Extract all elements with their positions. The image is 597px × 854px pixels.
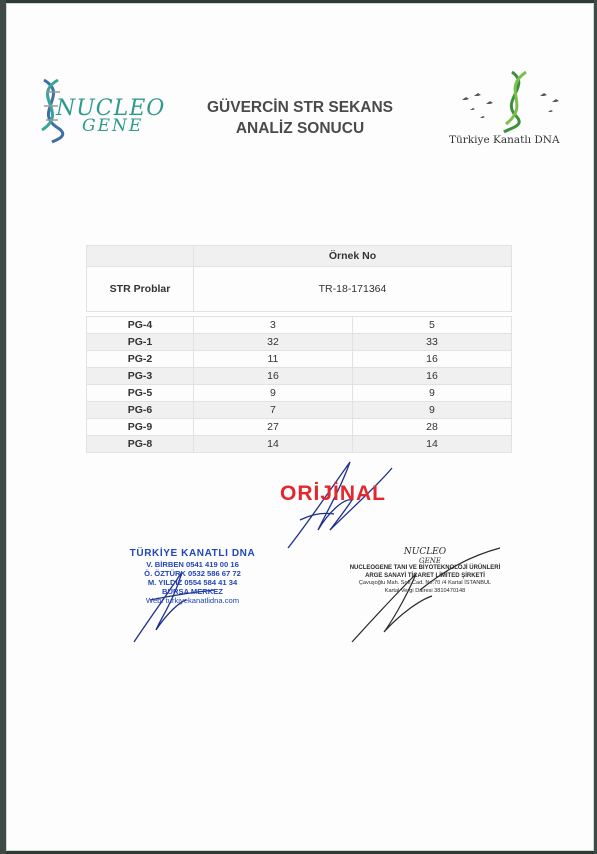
probe-name: PG-2: [87, 351, 194, 368]
stamp-tax-office: Kartal Vergi Dairesi 3810470148: [384, 587, 466, 594]
allele-b: 33: [352, 334, 511, 351]
stamp-branch: BURSA MERKEZ: [162, 587, 223, 596]
allele-b: 14: [352, 436, 511, 453]
stamp-logo-nucleo: NUCLEO: [403, 547, 447, 557]
stamp-logo-gene: GENE: [419, 557, 441, 565]
table-row: [87, 351, 512, 368]
sample-header: Örnek No: [194, 246, 512, 267]
table-row: [87, 419, 512, 436]
allele-a: 27: [194, 419, 353, 436]
allele-a: 16: [194, 368, 353, 385]
probe-name: PG-8: [87, 436, 194, 453]
allele-a: 11: [194, 351, 353, 368]
original-stamp: ORİJİNAL: [280, 482, 387, 505]
allele-b: 16: [352, 351, 511, 368]
document-title: [190, 97, 410, 139]
stamp-address: Çavuşoğlu Mah. Sofi Cad. No:70 /4 Kartal İSTANBUL: [358, 580, 492, 586]
probe-name: PG-5: [87, 385, 194, 402]
stamp-company-line-1: NUCLEOGENE TANI VE BİYOTEKNOLOJİ ÜRÜNLERİ: [349, 565, 501, 571]
table-row: [87, 436, 512, 453]
allele-b: 9: [352, 402, 511, 419]
nucleogene-logo: [30, 76, 170, 140]
logo-text-gene: GENE: [82, 116, 144, 136]
allele-a: 3: [194, 317, 353, 334]
str-results-table: [86, 245, 512, 453]
probe-name: PG-3: [87, 368, 194, 385]
turkiye-kanatli-dna-logo: [445, 64, 570, 154]
stamp-contact-line: V. BİRBEN 0541 419 00 16: [146, 560, 239, 569]
table-subheader-row: [87, 267, 512, 312]
stamp-company-line-2: ARGE SANAYİ TİCARET LİMİTED ŞİRKETİ: [365, 572, 485, 579]
allele-b: 16: [352, 368, 511, 385]
allele-a: 32: [194, 334, 353, 351]
allele-b: 28: [352, 419, 511, 436]
title-line-1: GÜVERCİN STR SEKANS: [206, 99, 394, 116]
logo-text-nucleo: NUCLEO: [56, 96, 166, 121]
table-row: [87, 385, 512, 402]
logo-caption: Türkiye Kanatlı DNA: [449, 134, 560, 146]
table-row: [87, 317, 512, 334]
table-row: [87, 368, 512, 385]
allele-a: 9: [194, 385, 353, 402]
table-row: [87, 402, 512, 419]
turkiye-kanatli-dna-stamp: [110, 548, 275, 605]
sample-id: TR-18-171364: [194, 267, 512, 312]
table-row: [87, 334, 512, 351]
probe-header: STR Problar: [87, 267, 194, 312]
title-line-2: ANALİZ SONUCU: [235, 120, 365, 137]
allele-a: 7: [194, 402, 353, 419]
stamp-contact-line: M. YILDIZ 0554 584 41 34: [147, 578, 238, 587]
nucleogene-company-stamp: [345, 548, 505, 595]
stamp-contact-line: Ö. ÖZTÜRK 0532 586 67 72: [144, 569, 241, 578]
allele-a: 14: [194, 436, 353, 453]
table-header-row: [87, 246, 512, 267]
probe-name: PG-1: [87, 334, 194, 351]
allele-b: 9: [352, 385, 511, 402]
probe-name: PG-9: [87, 419, 194, 436]
stamp-title: TÜRKİYE KANATLI DNA: [129, 548, 256, 559]
stamp-web: Web: turkiyekanatlidna.com: [145, 596, 240, 605]
allele-b: 5: [352, 317, 511, 334]
probe-name: PG-6: [87, 402, 194, 419]
probe-name: PG-4: [87, 317, 194, 334]
header-empty-cell: [87, 246, 194, 267]
